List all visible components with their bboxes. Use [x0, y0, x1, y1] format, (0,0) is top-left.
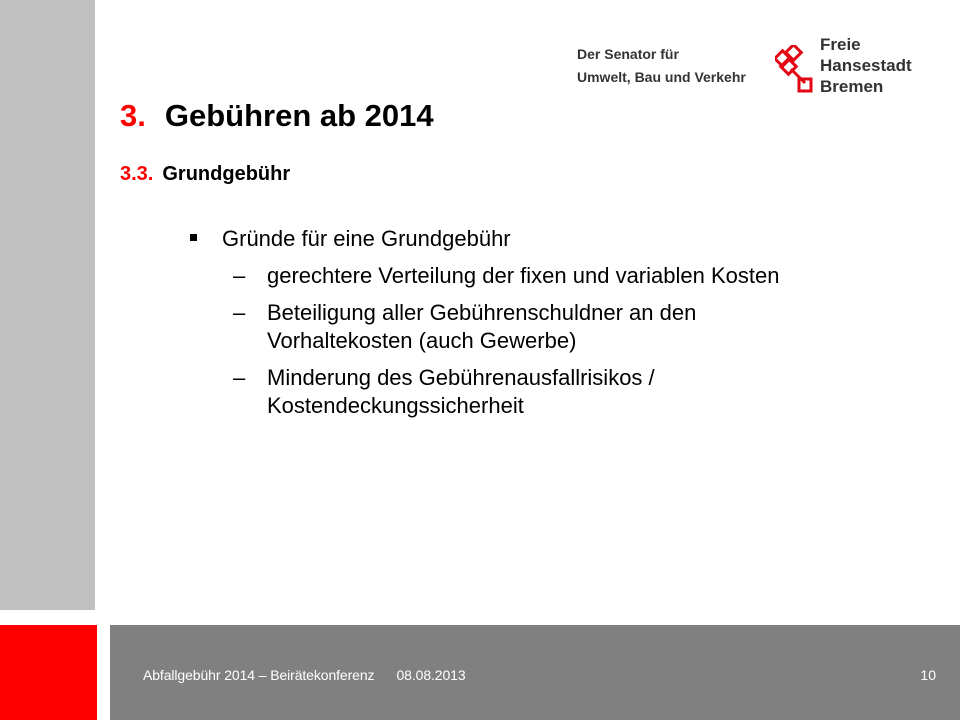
sub-bullet-text: Beteiligung aller Gebührenschuldner an den — [267, 300, 697, 325]
bremen-key-crest-icon — [775, 45, 815, 93]
footer-red-block — [0, 625, 97, 720]
sub-bullet-item — [233, 299, 953, 355]
sub-bullet-item — [233, 364, 953, 420]
sub-bullet-list — [233, 262, 953, 429]
sender-line-2: Umwelt, Bau und Verkehr — [577, 69, 746, 85]
left-sidebar-bar — [0, 0, 95, 610]
sub-bullet-text-continued: Vorhaltekosten (auch Gewerbe) — [267, 328, 577, 353]
sender-line-1: Der Senator für — [577, 46, 679, 62]
sender-block — [577, 43, 746, 89]
city-line-3: Bremen — [820, 77, 884, 96]
dash-bullet: – — [233, 300, 246, 325]
city-block — [820, 34, 912, 97]
sub-bullet-text-continued: Kostendeckungssicherheit — [267, 393, 524, 418]
dash-bullet: – — [233, 263, 246, 288]
footer-text — [143, 667, 466, 683]
dash-bullet: – — [233, 365, 246, 390]
title-number: 3. — [120, 98, 146, 133]
subtitle-text: Grundgebühr — [162, 163, 291, 185]
sub-bullet-text: Minderung des Gebührenausfallrisikos / — [267, 365, 655, 390]
city-line-2: Hansestadt — [820, 56, 912, 75]
footer-date: 08.08.2013 — [396, 667, 466, 683]
main-bullet — [190, 226, 511, 252]
city-line-1: Freie — [820, 35, 861, 54]
square-bullet-icon — [190, 234, 197, 241]
page-number: 10 — [920, 667, 936, 683]
footer-title: Abfallgebühr 2014 – Beirätekonferenz — [143, 667, 375, 683]
slide-subtitle — [120, 163, 290, 186]
title-text: Gebühren ab 2014 — [164, 98, 434, 133]
sub-bullet-text: gerechtere Verteilung der fixen und variablen Kosten — [267, 263, 780, 288]
main-bullet-text: Gründe für eine Grundgebühr — [222, 226, 511, 251]
sub-bullet-item — [233, 262, 953, 290]
slide-title — [120, 98, 434, 134]
subtitle-number: 3.3. — [120, 163, 154, 185]
